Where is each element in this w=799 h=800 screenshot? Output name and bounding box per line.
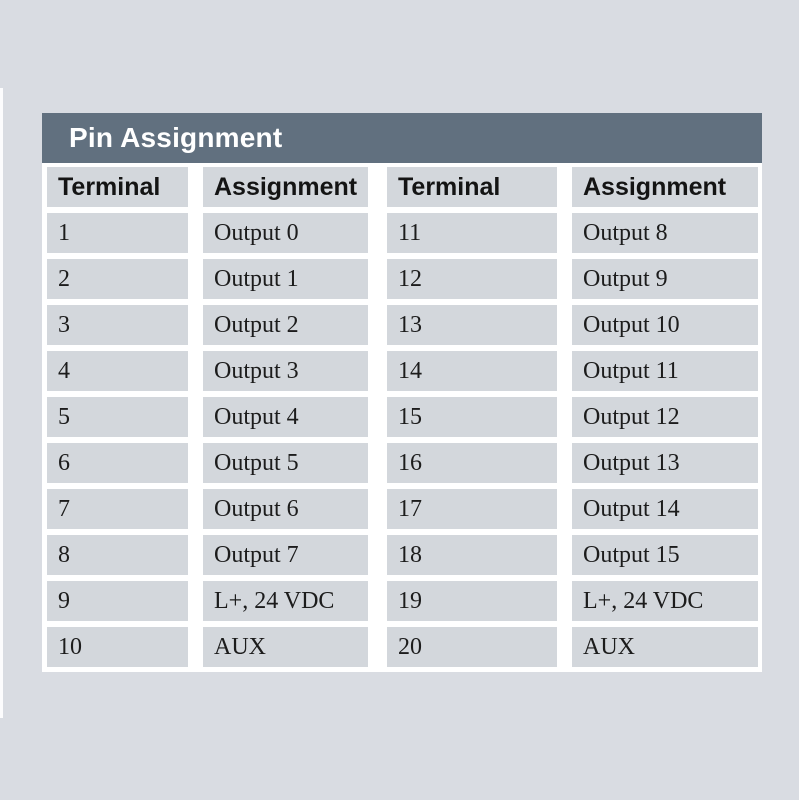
- assignment-cell: AUX: [572, 627, 758, 667]
- terminal-cell: 11: [387, 213, 557, 253]
- assignment-cell: Output 10: [572, 305, 758, 345]
- table-row: [47, 351, 758, 391]
- terminal-cell: 9: [47, 581, 188, 621]
- terminal-cell: 7: [47, 489, 188, 529]
- table-row: [47, 305, 758, 345]
- assignment-cell: Output 13: [572, 443, 758, 483]
- assignment-cell: Output 11: [572, 351, 758, 391]
- assignment-cell: Output 2: [203, 305, 368, 345]
- assignment-cell: Output 15: [572, 535, 758, 575]
- table-header-row: [47, 167, 758, 207]
- terminal-cell: 18: [387, 535, 557, 575]
- terminal-cell: 16: [387, 443, 557, 483]
- terminal-cell: 12: [387, 259, 557, 299]
- table-grid: [42, 163, 762, 672]
- terminal-cell: 4: [47, 351, 188, 391]
- terminal-cell: 3: [47, 305, 188, 345]
- assignment-cell: Output 6: [203, 489, 368, 529]
- column-header-terminal-left: Terminal: [47, 167, 188, 207]
- table-title: Pin Assignment: [69, 122, 283, 153]
- table-row: [47, 443, 758, 483]
- terminal-cell: 14: [387, 351, 557, 391]
- table-row: [47, 489, 758, 529]
- table-row: [47, 397, 758, 437]
- terminal-cell: 6: [47, 443, 188, 483]
- table-row: [47, 535, 758, 575]
- assignment-cell: Output 9: [572, 259, 758, 299]
- assignment-cell: L+, 24 VDC: [203, 581, 368, 621]
- page-edge: [0, 88, 3, 718]
- table-row: [47, 213, 758, 253]
- assignment-cell: Output 3: [203, 351, 368, 391]
- table-title-bar: [42, 113, 762, 163]
- column-header-terminal-right: Terminal: [387, 167, 557, 207]
- terminal-cell: 20: [387, 627, 557, 667]
- terminal-cell: 1: [47, 213, 188, 253]
- assignment-cell: AUX: [203, 627, 368, 667]
- assignment-cell: Output 5: [203, 443, 368, 483]
- assignment-cell: Output 12: [572, 397, 758, 437]
- terminal-cell: 19: [387, 581, 557, 621]
- pin-assignment-table: [42, 113, 762, 672]
- assignment-cell: Output 4: [203, 397, 368, 437]
- column-header-assignment-left: Assignment: [203, 167, 368, 207]
- column-header-assignment-right: Assignment: [572, 167, 758, 207]
- assignment-cell: L+, 24 VDC: [572, 581, 758, 621]
- table-row: [47, 259, 758, 299]
- terminal-cell: 13: [387, 305, 557, 345]
- assignment-cell: Output 0: [203, 213, 368, 253]
- assignment-cell: Output 14: [572, 489, 758, 529]
- terminal-cell: 10: [47, 627, 188, 667]
- terminal-cell: 8: [47, 535, 188, 575]
- terminal-cell: 2: [47, 259, 188, 299]
- table-row: [47, 627, 758, 667]
- assignment-cell: Output 7: [203, 535, 368, 575]
- terminal-cell: 5: [47, 397, 188, 437]
- table-row: [47, 581, 758, 621]
- assignment-cell: Output 1: [203, 259, 368, 299]
- assignment-cell: Output 8: [572, 213, 758, 253]
- terminal-cell: 17: [387, 489, 557, 529]
- terminal-cell: 15: [387, 397, 557, 437]
